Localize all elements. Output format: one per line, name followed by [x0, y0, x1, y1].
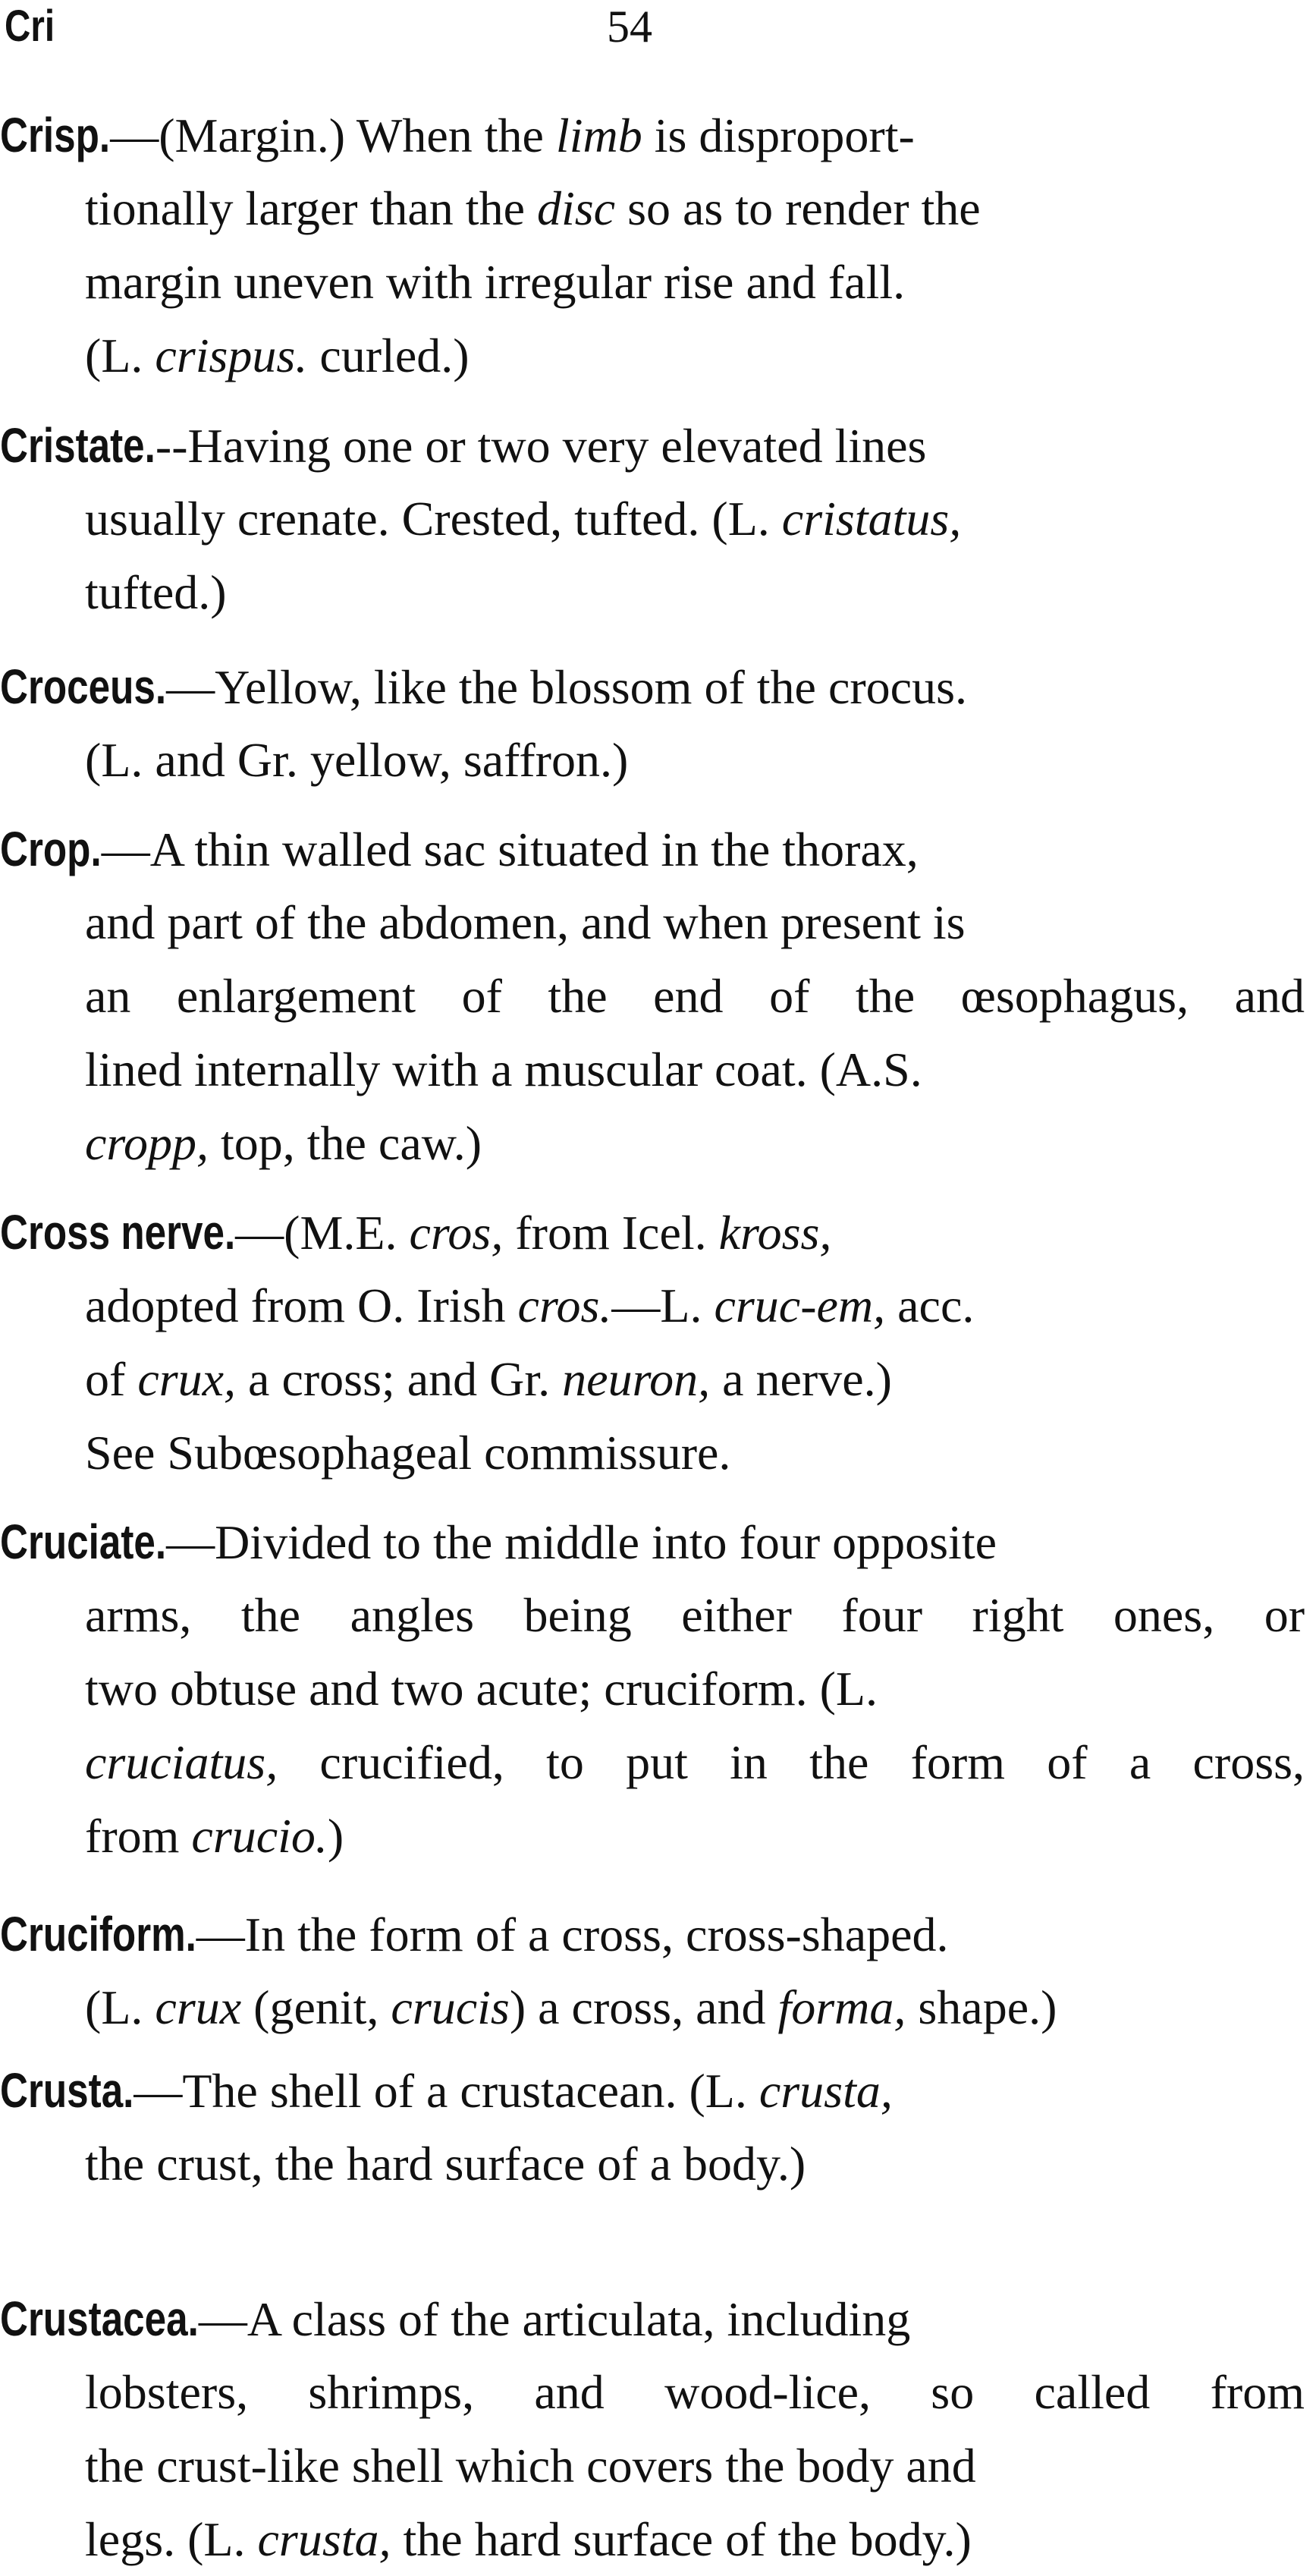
entry-italic-term: crux,	[137, 1352, 237, 1406]
running-head-word: Cri	[5, 2, 55, 51]
entry-text: (L.	[85, 1980, 155, 2034]
entry-text: the crust, the hard surface of a body.)	[85, 2137, 806, 2191]
entry-italic-term: crucis	[391, 1980, 510, 2034]
entry-italic-term: cropp,	[85, 1116, 209, 1170]
entry-italic-term: cros,	[409, 1206, 504, 1260]
entry-text: from Icel.	[503, 1206, 719, 1260]
entry-italic-term: crusta,	[257, 2512, 391, 2566]
entry-line	[0, 247, 1316, 317]
entry-text: --Having one or two very elevated lines	[155, 419, 927, 473]
entry-line	[0, 410, 1316, 480]
entry-text: lobsters, shrimps, and wood-lice, so called from	[85, 2365, 1305, 2419]
entry-text: (L. and Gr. yellow, saffron.)	[85, 733, 629, 787]
entry-italic-term: cristatus,	[781, 492, 962, 546]
entry-line	[0, 1581, 1316, 1650]
entry-headword: Crustacea.	[0, 2291, 199, 2346]
page-number: 54	[607, 2, 652, 52]
entry-line	[0, 1035, 1316, 1105]
entry-line	[0, 2431, 1316, 2501]
entry-text: an enlargement of the end of the œsophagus, and	[85, 969, 1305, 1023]
entry-line	[0, 1801, 1316, 1871]
entry-text: a nerve.)	[710, 1352, 892, 1406]
entry-line	[0, 1973, 1316, 2043]
entry-text: —L.	[611, 1279, 715, 1332]
entry-text: acc.	[885, 1279, 975, 1332]
entry-headword: Cristate.	[0, 418, 155, 473]
entry-italic-term: crucio.	[191, 1809, 328, 1863]
entry-text: —In the form of a cross, cross-shaped.	[196, 1908, 949, 1961]
entry-line	[0, 1728, 1316, 1798]
entry-text: crucified, to put in the form of a cross,	[278, 1735, 1305, 1789]
entry-text: is disproport-	[642, 109, 915, 162]
entry-text: —(M.E.	[235, 1206, 410, 1260]
entry-line	[0, 484, 1316, 554]
entry-text: —(Margin.) When the	[110, 109, 556, 162]
entry-text: two obtuse and two acute; cruciform. (L.	[85, 1662, 878, 1716]
entry-italic-term: neuron,	[562, 1352, 711, 1406]
entry-headword: Cruciate.	[0, 1514, 167, 1569]
entry-text: tionally larger than the	[85, 181, 537, 235]
entry-headword: Cross nerve.	[0, 1205, 236, 1260]
entry-text: a cross; and Gr.	[236, 1352, 563, 1406]
entry-headword: Crusta.	[0, 2063, 134, 2118]
entry-line	[0, 1345, 1316, 1414]
entry-line	[0, 1271, 1316, 1341]
entry-line	[0, 652, 1316, 722]
entry-line	[0, 2284, 1316, 2354]
entry-italic-term: crusta,	[759, 2064, 893, 2118]
entry-text: —The shell of a crustacean. (L.	[133, 2064, 759, 2118]
entry-headword: Crisp.	[0, 108, 111, 162]
entry-text: so as to render the	[615, 181, 981, 235]
entry-line	[0, 1418, 1316, 1488]
entry-text: )	[327, 1809, 344, 1863]
entry-line	[0, 1899, 1316, 1969]
entry-line	[0, 725, 1316, 795]
entry-italic-term: crux	[155, 1980, 242, 2034]
entry-text: of	[85, 1352, 138, 1406]
entry-text: —Yellow, like the blossom of the crocus.	[166, 660, 967, 714]
entry-text: adopted from O. Irish	[85, 1279, 518, 1332]
entry-text: —A class of the articulata, including	[198, 2292, 911, 2346]
entry-italic-term: cros.	[517, 1279, 612, 1332]
entry-text: usually crenate. Crested, tufted. (L.	[85, 492, 782, 546]
entry-line	[0, 814, 1316, 884]
entry-headword: Cruciform.	[0, 1907, 196, 1961]
entry-line	[0, 961, 1316, 1031]
entry-text: —A thin walled sac situated in the thorax,	[101, 822, 919, 876]
entry-text: curled.)	[307, 329, 470, 382]
entry-italic-term: kross,	[718, 1206, 832, 1260]
entry-italic-term: forma,	[777, 1980, 906, 2034]
entry-line	[0, 174, 1316, 244]
entry-italic-term: disc	[536, 181, 616, 235]
entry-text: (L.	[85, 329, 155, 382]
entry-line	[0, 321, 1316, 391]
entry-line	[0, 2129, 1316, 2199]
entry-text: margin uneven with irregular rise and fall.	[85, 255, 906, 309]
entry-line	[0, 1109, 1316, 1178]
entry-text: tufted.)	[85, 565, 227, 619]
running-head	[0, 0, 1316, 68]
entry-italic-term: crispus.	[155, 329, 308, 382]
entry-text: See Subœsophageal commissure.	[85, 1426, 731, 1480]
entry-text: arms, the angles being either four right ones, or	[85, 1588, 1305, 1642]
entry-line	[0, 100, 1316, 170]
entry-text: top, the caw.)	[208, 1116, 482, 1170]
entry-text: from	[85, 1809, 192, 1863]
entry-text: —Divided to the middle into four opposite	[166, 1515, 997, 1569]
entry-line	[0, 2055, 1316, 2125]
entry-text: and part of the abdomen, and when present is	[85, 895, 966, 949]
entry-italic-term: limb	[555, 109, 642, 162]
entry-headword: Croceus.	[0, 659, 167, 714]
entry-line	[0, 1507, 1316, 1577]
entry-italic-term: cruc-em,	[714, 1279, 886, 1332]
entry-line	[0, 558, 1316, 627]
entry-text: shape.)	[906, 1980, 1057, 2034]
entry-line	[0, 1197, 1316, 1267]
entry-text: (genit,	[241, 1980, 391, 2034]
entry-text: the crust-like shell which covers the body and	[85, 2439, 976, 2493]
entry-line	[0, 1654, 1316, 1724]
entry-line	[0, 2505, 1316, 2574]
entry-line	[0, 2357, 1316, 2427]
entry-text: the hard surface of the body.)	[391, 2512, 972, 2566]
entry-italic-term: cruciatus,	[85, 1735, 278, 1789]
entry-text: ) a cross, and	[509, 1980, 778, 2034]
entry-text: legs. (L.	[85, 2512, 258, 2566]
entry-line	[0, 888, 1316, 958]
entry-text: lined internally with a muscular coat. (A.S.	[85, 1043, 922, 1096]
entry-headword: Crop.	[0, 822, 102, 876]
